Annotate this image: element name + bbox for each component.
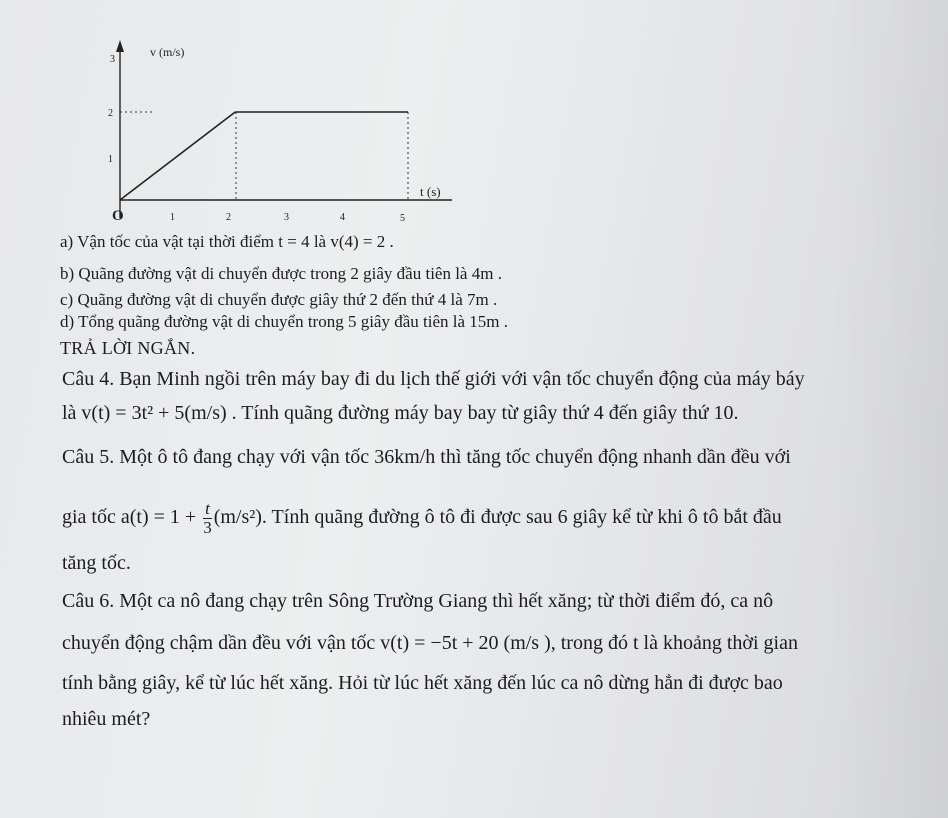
- statement-b: b) Quãng đường vật di chuyển được trong 2 giây đầu tiên là 4m .: [60, 264, 502, 283]
- velocity-time-graph: [0, 0, 948, 240]
- velocity-series: [120, 112, 408, 200]
- question-4-line-2: là v(t) = 3t² + 5(m/s) . Tính quãng đường máy bay bay từ giây thứ 4 đến giây thứ 10.: [62, 402, 739, 424]
- question-6-line-2: chuyển động chậm dần đều với vận tốc v(t) = −5t + 20 (m/s ), trong đó t là khoảng thời gian: [62, 632, 798, 654]
- y-tick-1: 1: [108, 154, 113, 165]
- y-axis-arrow: [116, 40, 124, 52]
- statement-d: d) Tổng quãng đường vật di chuyển trong 5 giây đầu tiên là 15m .: [60, 312, 509, 331]
- q5-fraction-numerator: t: [205, 499, 210, 518]
- question-6-line-1: Câu 6. Một ca nô đang chạy trên Sông Trường Giang thì hết xăng; từ thời điểm đó, ca nô: [62, 590, 774, 612]
- section-heading: TRẢ LỜI NGẮN.: [60, 338, 196, 358]
- y-tick-2: 2: [108, 108, 113, 119]
- question-6-line-4: nhiêu mét?: [62, 708, 151, 730]
- question-6-line-3: tính bằng giây, kể từ lúc hết xăng. Hỏi từ lúc hết xăng đến lúc ca nô dừng hẳn đi được bao: [62, 672, 783, 694]
- x-tick-4: 4: [340, 212, 345, 223]
- x-tick-5: 5: [400, 213, 405, 224]
- origin-label: O: [112, 208, 124, 224]
- statement-a: a) Vận tốc của vật tại thời điểm t = 4 là v(4) = 2 .: [60, 232, 394, 251]
- velocity-segment-1: [120, 112, 235, 200]
- question-5-line-2: [62, 500, 782, 537]
- x-tick-1: 1: [170, 212, 175, 223]
- statement-c: c) Quãng đường vật di chuyển được giây thứ 2 đến thứ 4 là 7m .: [60, 290, 498, 309]
- y-axis-label: v (m/s): [150, 45, 185, 59]
- question-4-line-1: Câu 4. Bạn Minh ngồi trên máy bay đi du lịch thế giới với vận tốc chuyển động của máy báy: [62, 368, 805, 390]
- q5-accel-prefix: gia tốc a(t) = 1 +: [62, 506, 202, 529]
- x-tick-2: 2: [226, 212, 231, 223]
- x-axis-label: t (s): [420, 184, 441, 199]
- q5-fraction-denominator: 3: [203, 518, 212, 537]
- y-tick-3: 3: [110, 54, 115, 65]
- question-5-line-3: tăng tốc.: [62, 552, 131, 574]
- question-5-line-1: Câu 5. Một ô tô đang chạy với vận tốc 36km/h thì tăng tốc chuyển động nhanh dần đều với: [62, 446, 791, 468]
- q5-accel-suffix: (m/s²). Tính quãng đường ô tô đi được sau 6 giây kể từ khi ô tô bắt đầu: [213, 506, 782, 529]
- q5-fraction: [203, 500, 212, 537]
- x-tick-3: 3: [284, 212, 289, 223]
